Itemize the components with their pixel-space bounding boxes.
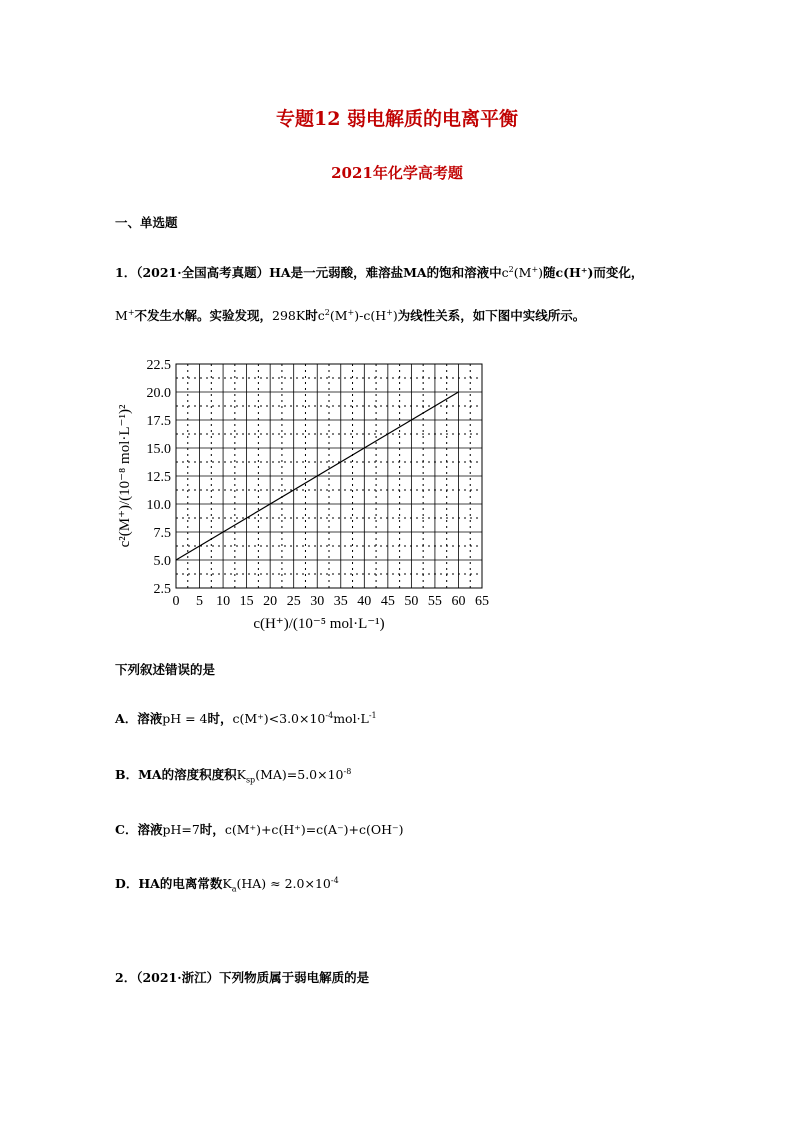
x-tick-label: 25 — [286, 594, 301, 609]
x-tick-label: 60 — [451, 594, 466, 609]
x-tick-label: 40 — [357, 594, 372, 609]
x-tick-label: 55 — [427, 594, 442, 609]
option-a[interactable]: A．溶液pH = 4时，$c(M^+)<3.0\times 10^{-4}mol\cdot L^{-1}$ — [115, 710, 377, 726]
y-tick-label: 15.0 — [146, 442, 171, 457]
x-tick-label: 5 — [196, 594, 204, 609]
section-heading: 一、单选题 — [115, 215, 178, 230]
x-tick-label: 35 — [333, 594, 348, 609]
q1-line1 — [115, 263, 643, 281]
q1-line2: M+不发生水解。实验发现，298K时$c^2(M^+)-c(H^+)$为线性关系，如下图中实线所示。 — [115, 307, 586, 323]
x-tick-label: 15 — [239, 594, 254, 609]
x-tick-label: 50 — [404, 594, 419, 609]
y-axis-label: c²(M⁺)/(10⁻⁸ mol·L⁻¹)² — [117, 404, 133, 548]
x-tick-label: 10 — [216, 594, 231, 609]
y-tick-label: 5.0 — [153, 554, 171, 569]
option-b[interactable]: B．MA的溶度积度积$K_{sp}(MA)=5.0\times 10^{-8}$ — [115, 766, 352, 785]
y-tick-label: 7.5 — [153, 526, 171, 541]
document-title: 专题12 弱电解质的电离平衡 — [275, 108, 519, 130]
q1-line1-text-b: 随c(H⁺)而变化， — [543, 265, 644, 280]
q1-line1-expr: $c^2(M^+)$ — [501, 264, 544, 280]
q1-question: 下列叙述错误的是 — [115, 662, 216, 677]
x-tick-label: 45 — [380, 594, 395, 609]
x-tick-label: 0 — [172, 594, 180, 609]
document-subtitle: 2021年化学高考题 — [331, 164, 463, 182]
q2-text: 2．（2021·浙江）下列物质属于弱电解质的是 — [115, 970, 370, 985]
y-tick-label: 12.5 — [146, 470, 171, 485]
x-axis-label: c(H⁺)/(10⁻⁵ mol·L⁻¹) — [253, 616, 385, 632]
option-d[interactable]: D．HA的电离常数$K_a(HA) \approx 2.0\times 10^{-4}$ — [115, 875, 339, 894]
y-tick-label: 17.5 — [146, 414, 171, 429]
y-tick-label: 22.5 — [146, 358, 171, 373]
option-c[interactable]: C．溶液pH=7时，c(M⁺)+c(H⁺)=c(A⁻)+c(OH⁻) — [115, 822, 404, 837]
y-tick-label: 10.0 — [146, 498, 171, 513]
x-tick-label: 65 — [475, 594, 489, 609]
y-tick-label: 20.0 — [146, 386, 171, 401]
line-chart — [110, 352, 500, 637]
x-tick-label: 30 — [310, 594, 325, 609]
q1-line1-text-a: 1．（2021·全国高考真题）HA是一元弱酸，难溶盐MA的饱和溶液中 — [115, 265, 502, 280]
x-tick-label: 20 — [263, 594, 278, 609]
y-tick-label: 2.5 — [153, 582, 171, 597]
